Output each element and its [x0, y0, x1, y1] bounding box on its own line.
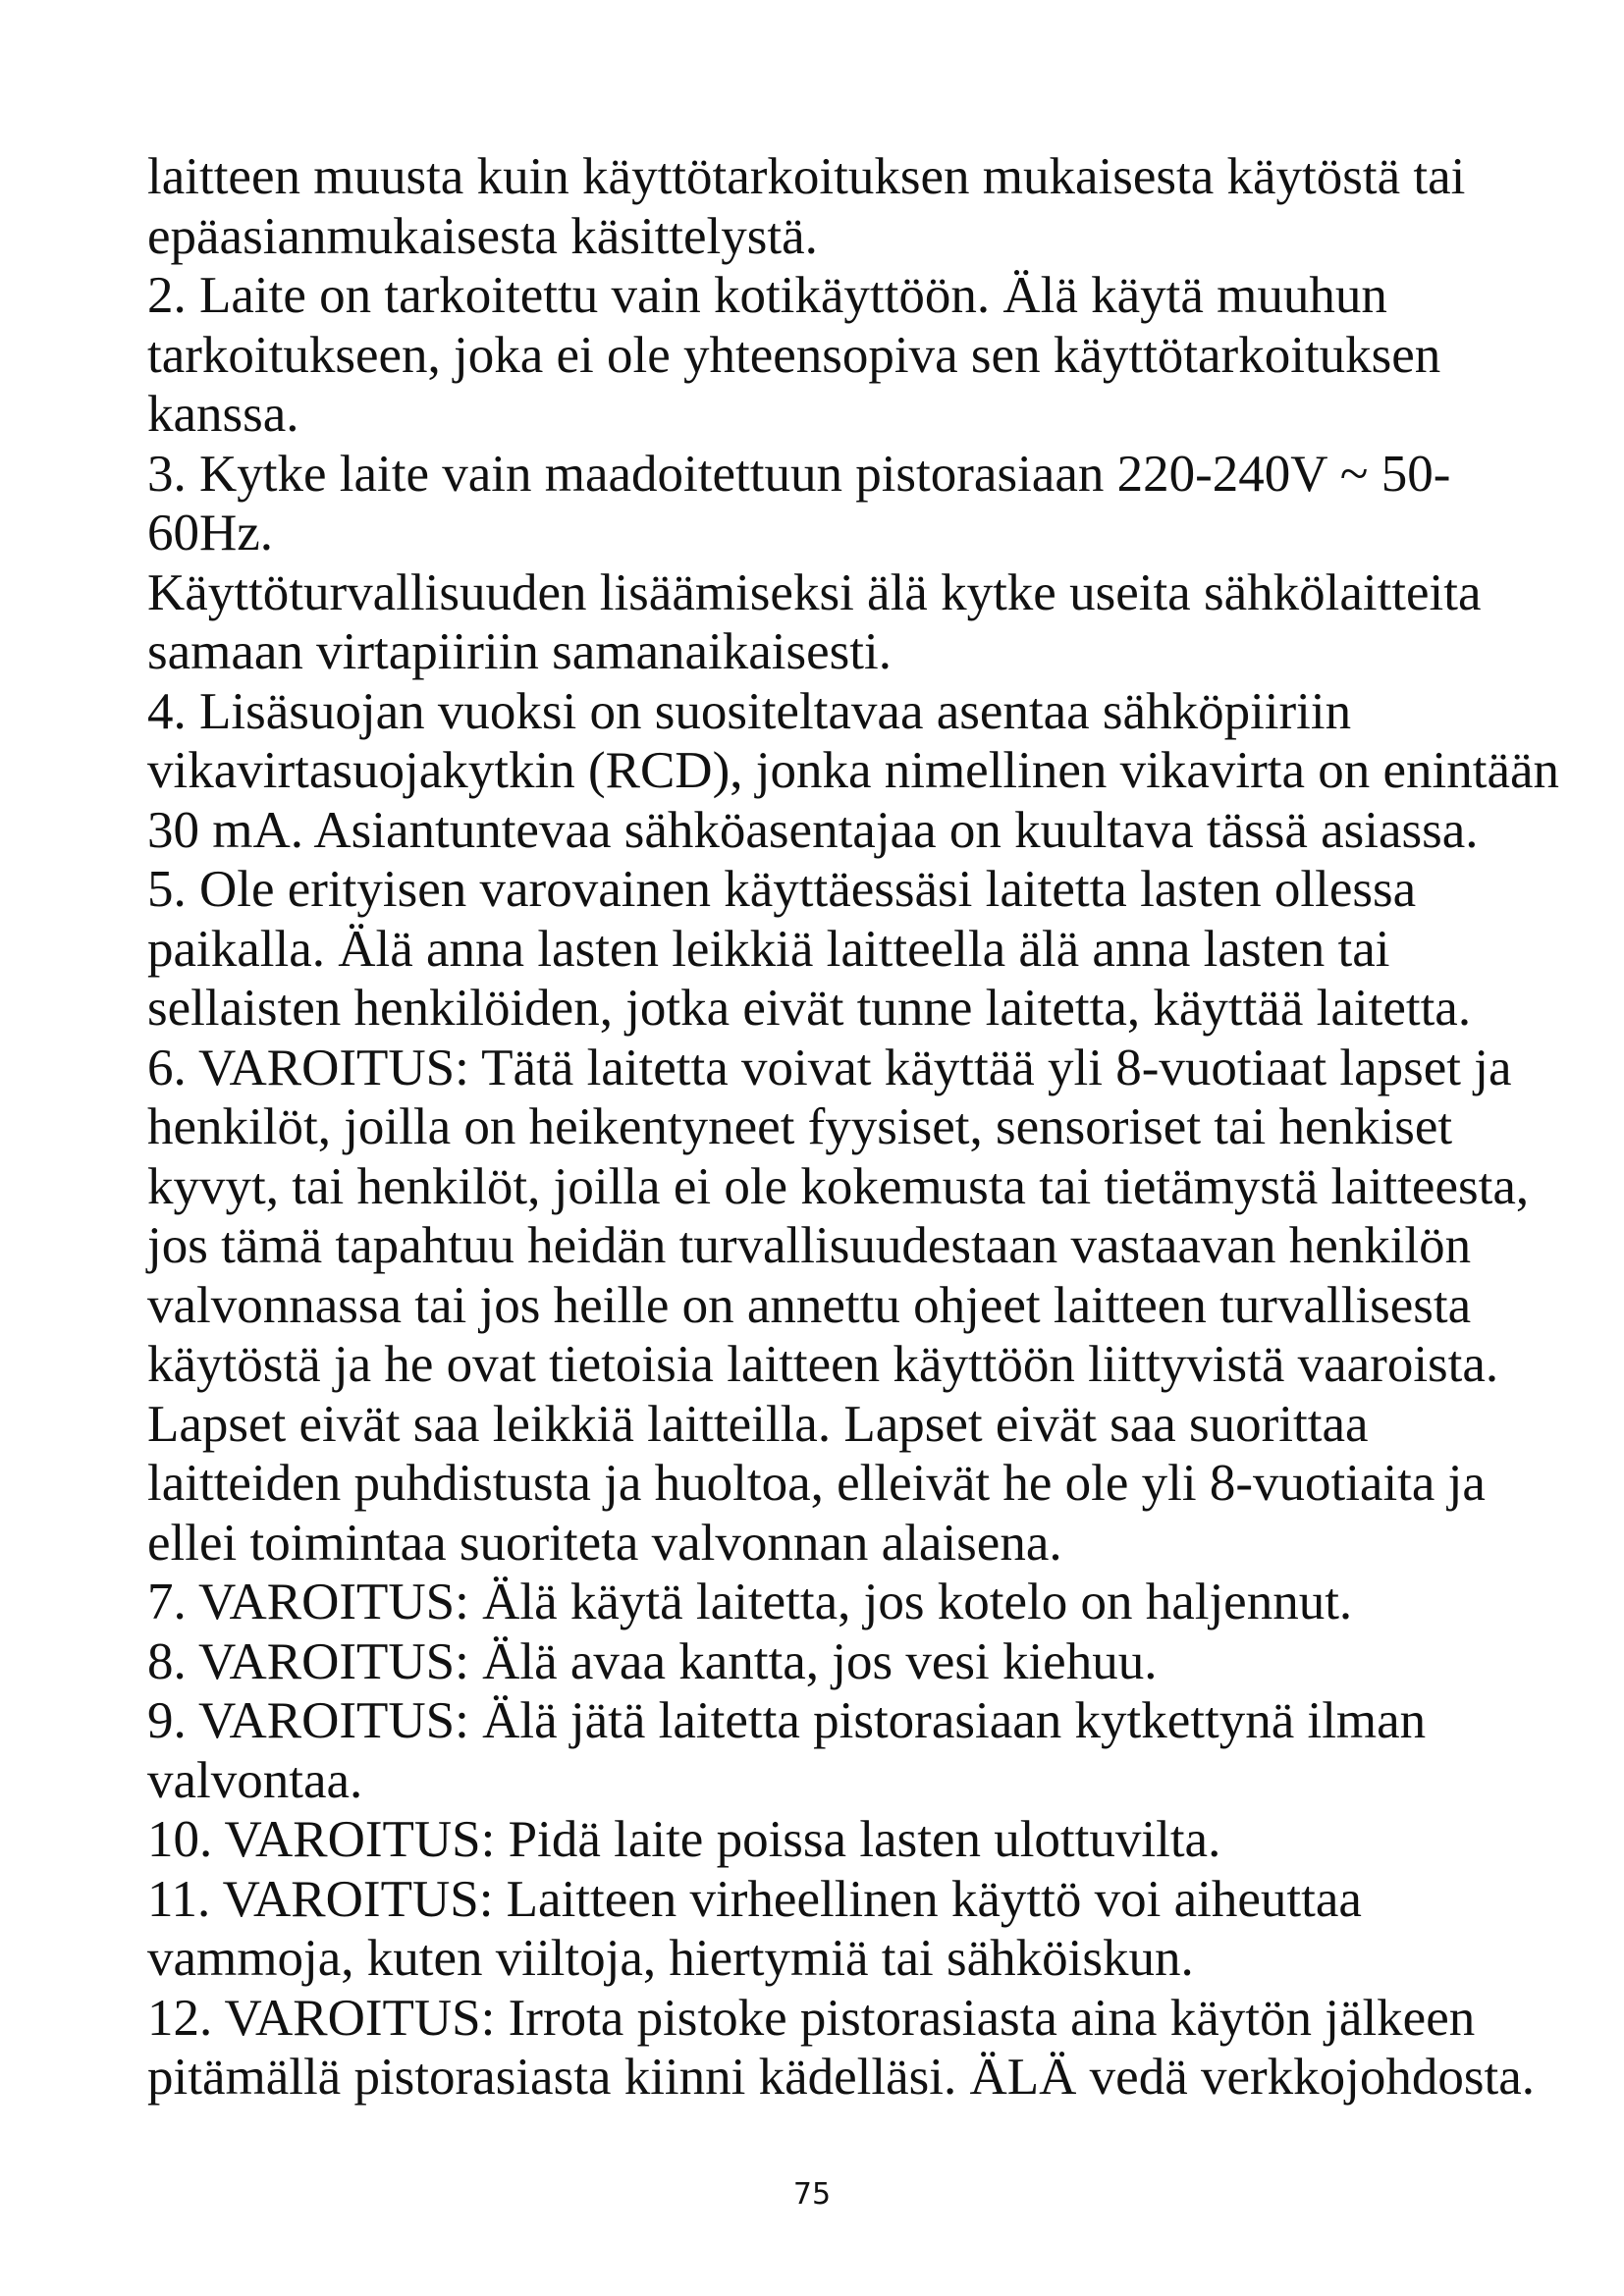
text-line: 4. Lisäsuojan vuoksi on suositeltavaa asentaa sähköpiiriin	[147, 682, 1352, 740]
text-line: laitteiden puhdistusta ja huoltoa, elleivät he ole yli 8-vuotiaita ja	[147, 1455, 1486, 1512]
text-line: valvonnassa tai jos heille on annettu ohjeet laitteen turvallisesta	[147, 1276, 1472, 1334]
body-text	[147, 147, 1560, 2108]
text-line: epäasianmukaisesta käsittelystä.	[147, 207, 818, 265]
text-line: ellei toimintaa suoriteta valvonnan alaisena.	[147, 1514, 1062, 1572]
text-line: jos tämä tapahtuu heidän turvallisuudestaan vastaavan henkilön	[147, 1217, 1472, 1274]
text-line: kanssa.	[147, 386, 299, 443]
text-line: 10. VAROITUS: Pidä laite poissa lasten ulottuvilta.	[147, 1811, 1221, 1868]
text-line: pitämällä pistorasiasta kiinni kädelläsi. ÄLÄ vedä verkkojohdosta.	[147, 2049, 1535, 2106]
text-line: 12. VAROITUS: Irrota pistoke pistorasiasta aina käytön jälkeen	[147, 1989, 1476, 2047]
text-line: 30 mA. Asiantuntevaa sähköasentajaa on kuultava tässä asiassa.	[147, 801, 1479, 859]
text-line: Käyttöturvallisuuden lisäämiseksi älä kytke useita sähkölaitteita	[147, 563, 1482, 621]
text-line: tarkoitukseen, joka ei ole yhteensopiva sen käyttötarkoituksen	[147, 326, 1441, 384]
text-line: vikavirtasuojakytkin (RCD), jonka nimellinen vikavirta on enintään	[147, 742, 1560, 799]
text-line: 11. VAROITUS: Laitteen virheellinen käyttö voi aiheuttaa	[147, 1870, 1362, 1928]
text-line: käytöstä ja he ovat tietoisia laitteen käyttöön liittyvistä vaaroista.	[147, 1336, 1499, 1393]
page-number: 75	[792, 2177, 832, 2212]
text-line: paikalla. Älä anna lasten leikkiä laitteella älä anna lasten tai	[147, 920, 1390, 978]
text-line: 8. VAROITUS: Älä avaa kantta, jos vesi kiehuu.	[147, 1632, 1158, 1690]
text-line: kyvyt, tai henkilöt, joilla ei ole kokemusta tai tietämystä laitteesta,	[147, 1157, 1530, 1215]
text-line: 9. VAROITUS: Älä jätä laitetta pistorasiaan kytkettynä ilman	[147, 1692, 1427, 1749]
text-line: henkilöt, joilla on heikentyneet fyysiset, sensoriset tai henkiset	[147, 1098, 1453, 1155]
text-line: 7. VAROITUS: Älä käytä laitetta, jos kotelo on haljennut.	[147, 1574, 1353, 1630]
text-line: laitteen muusta kuin käyttötarkoituksen mukaisesta käytöstä tai	[147, 148, 1466, 205]
text-line: samaan virtapiiriin samanaikaisesti.	[147, 623, 892, 680]
text-line: sellaisten henkilöiden, jotka eivät tunne laitetta, käyttää laitetta.	[147, 980, 1472, 1037]
text-line: 2. Laite on tarkoitettu vain kotikäyttöön. Älä käytä muuhun	[147, 267, 1387, 324]
text-line: valvontaa.	[147, 1751, 363, 1809]
text-line: 3. Kytke laite vain maadoitettuun pistorasiaan 220-240V ~ 50-	[147, 445, 1451, 503]
text-line: 5. Ole erityisen varovainen käyttäessäsi laitetta lasten ollessa	[147, 861, 1417, 918]
text-line: vammoja, kuten viiltoja, hiertymiä tai sähköiskun.	[147, 1930, 1194, 1987]
text-line: 6. VAROITUS: Tätä laitetta voivat käyttää yli 8-vuotiaat lapset ja	[147, 1039, 1512, 1096]
text-line: Lapset eivät saa leikkiä laitteilla. Lapset eivät saa suorittaa	[147, 1395, 1369, 1453]
text-line: 60Hz.	[147, 505, 274, 561]
